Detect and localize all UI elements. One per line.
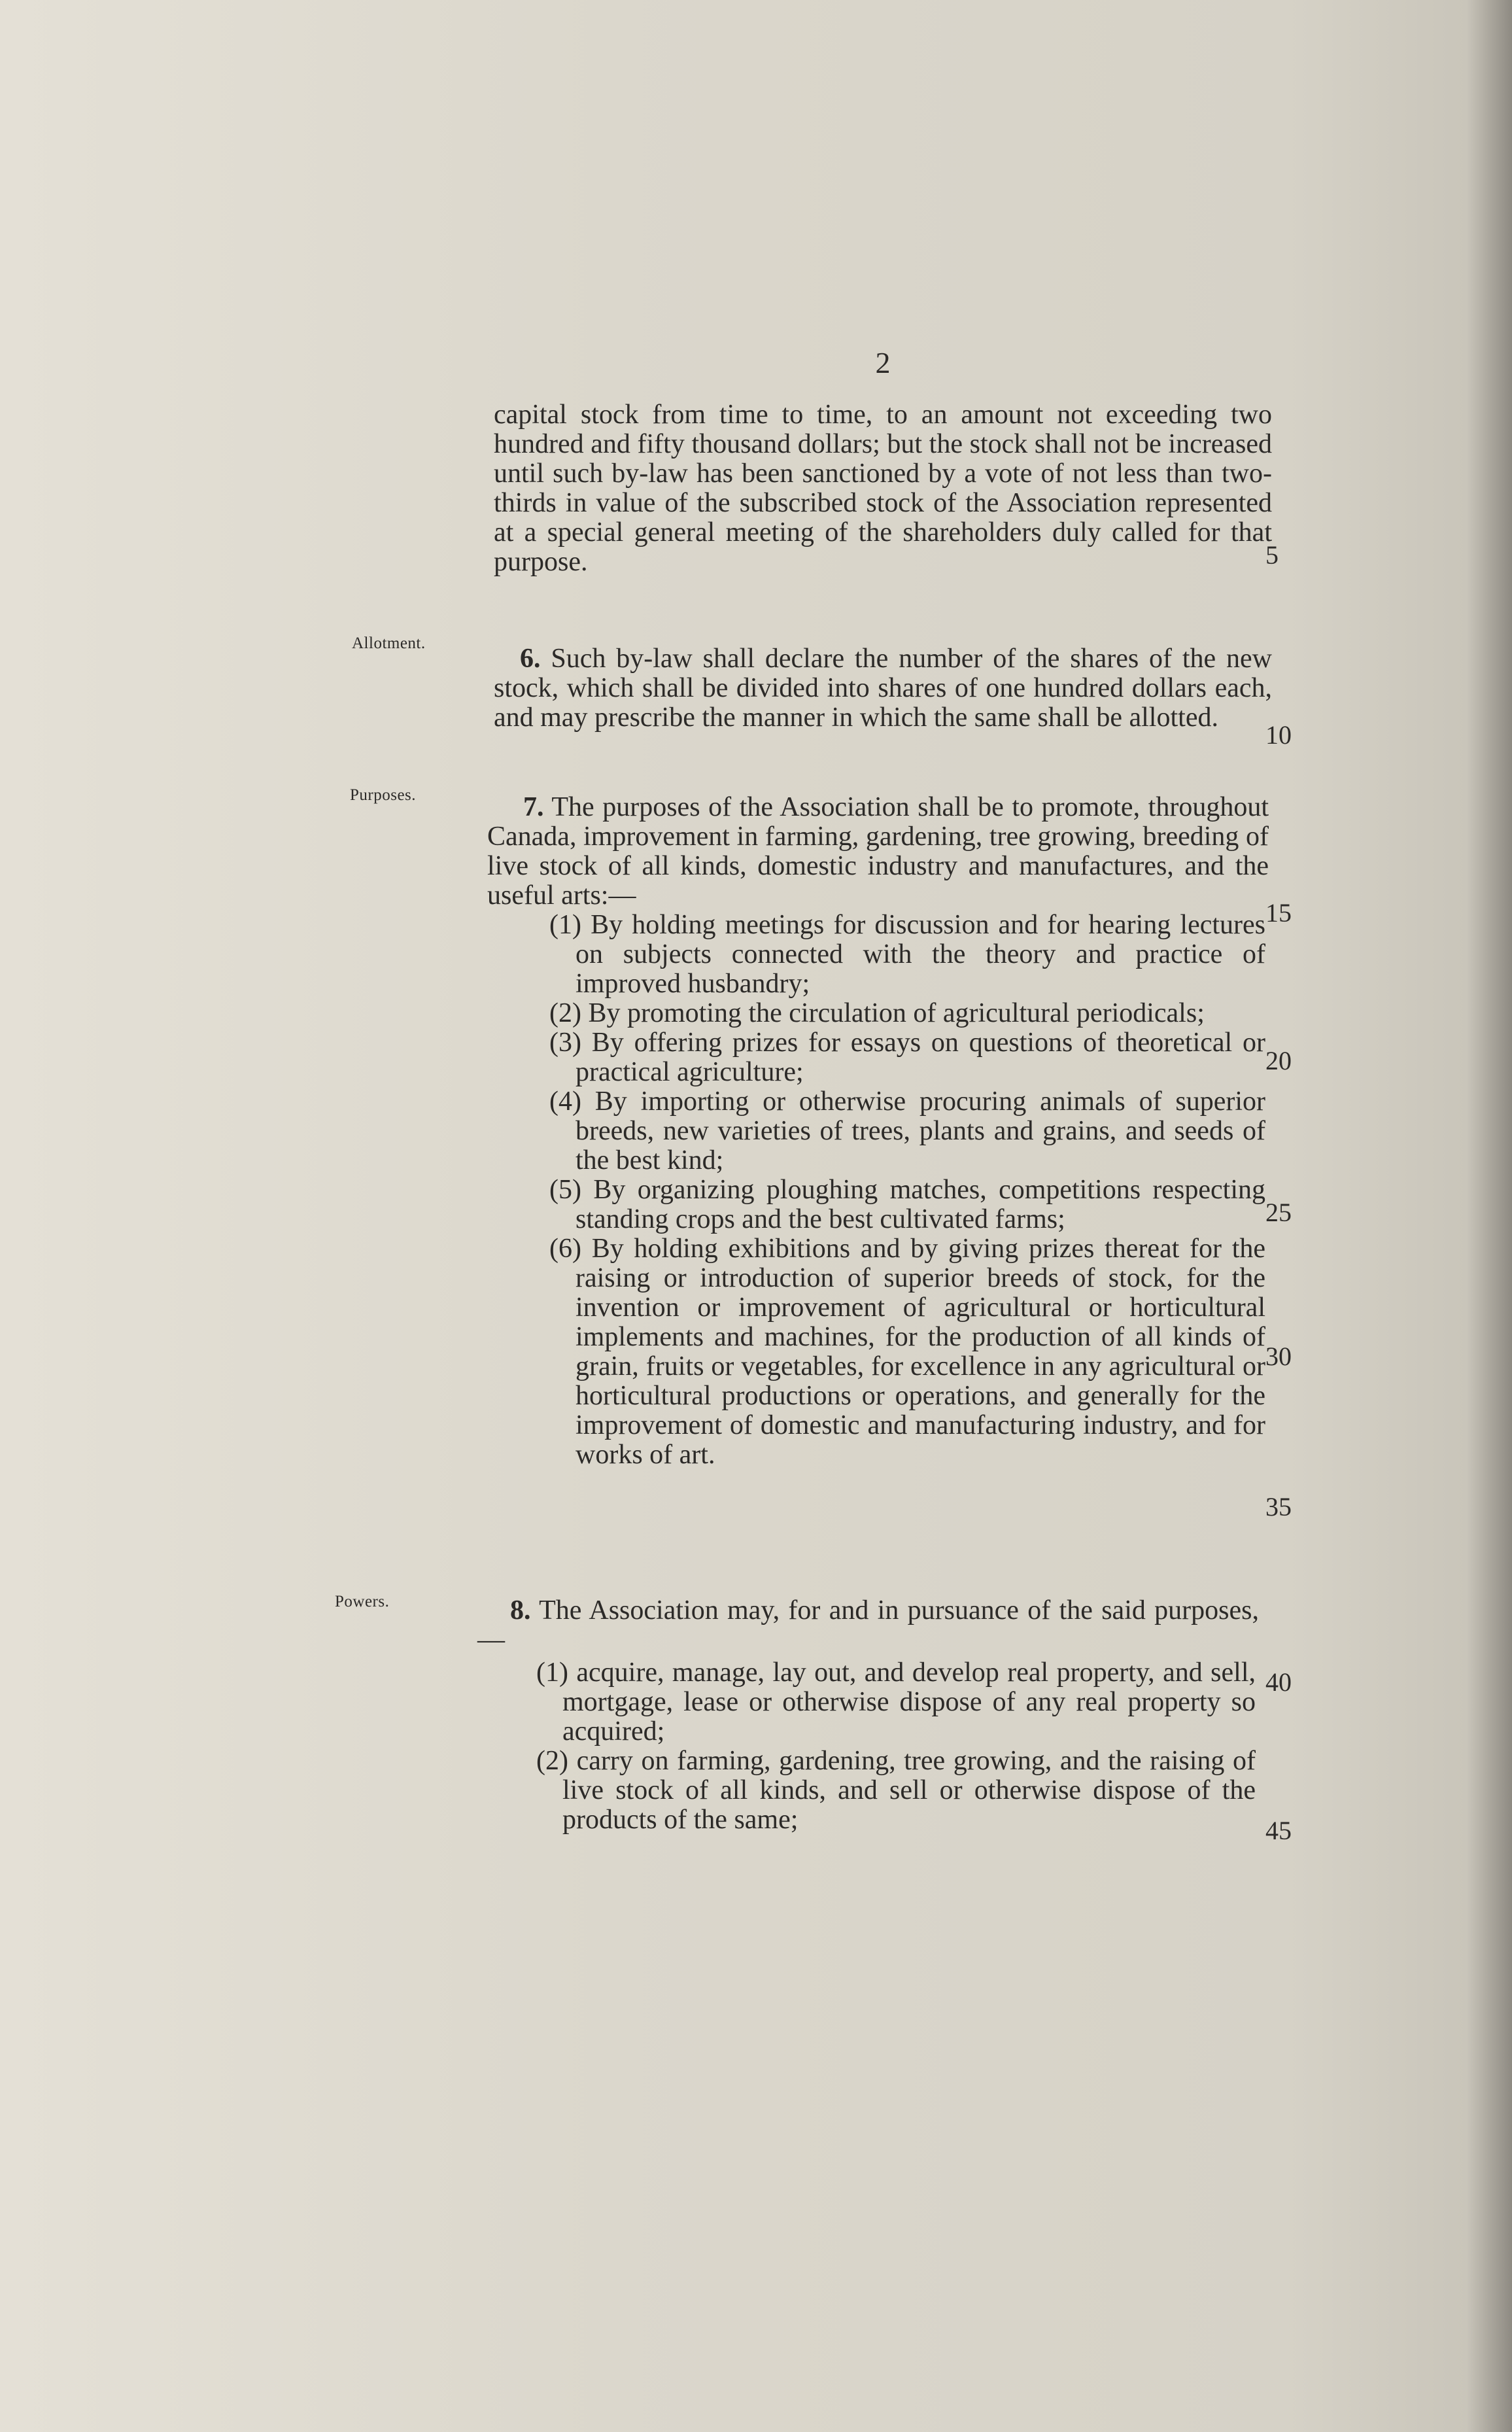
section-6-number: 6. [520, 644, 541, 674]
section-7-item-5: (5) By organizing ploughing matches, competitions respecting standing crops and the best cultivated farms; [549, 1175, 1265, 1234]
section-6-text: Such by-law shall declare the number of the shares of the new stock, which shall be divided into shares of one hundred dollars each, and may prescribe the manner in which the same shall be allotted. [494, 644, 1273, 733]
line-number-15: 15 [1265, 898, 1292, 928]
line-number-20: 20 [1265, 1046, 1292, 1075]
section-8 [477, 1596, 1259, 1655]
line-number-10: 10 [1265, 720, 1292, 750]
section-8-item-2: (2) carry on farming, gardening, tree growing, and the raising of live stock of all kinds, and sell or otherwise dispose of the products of the same; [536, 1746, 1256, 1835]
section-7-item-4: (4) By importing or otherwise procuring animals of superior breeds, new varieties of trees, plants and grains, and seeds of the best kind; [549, 1086, 1265, 1175]
section-7-number: 7. [523, 792, 544, 822]
margin-note-purposes: Purposes. [350, 786, 417, 804]
section-7-item-2: (2) By promoting the circulation of agricultural periodicals; [549, 998, 1205, 1028]
section-7-items [549, 911, 1265, 1470]
section-8-number: 8. [510, 1595, 531, 1625]
margin-note-powers: Powers. [335, 1593, 390, 1610]
section-7-intro-text: The purposes of the Association shall be to promote, throughout Canada, improvement in farming, gardening, tree growing, breeding of live stock of all kinds, domestic industry and manufactures, and the useful arts:— [487, 792, 1269, 911]
line-number-40: 40 [1265, 1667, 1292, 1697]
section-7-item-6: (6) By holding exhibitions and by giving prizes thereat for the raising or introduction of superior breeds of stock, for the invention or improvement of agricultural or horticultural implements and machines, for the production of all kinds of grain, fruits or vegetables, for excellence in any agricultural or horticultural productions or operations, and generally for the improvement of domestic and manufacturing industry, and for works of art. [549, 1234, 1265, 1470]
line-number-30: 30 [1265, 1342, 1292, 1371]
section-8-items [536, 1658, 1256, 1835]
continuation-paragraph [494, 400, 1272, 577]
line-number-25: 25 [1265, 1198, 1292, 1227]
section-7 [487, 793, 1269, 911]
section-6-paragraph [494, 644, 1272, 733]
section-7-item-3: (3) By offering prizes for essays on questions of theoretical or practical agriculture; [549, 1028, 1265, 1087]
section-8-intro [477, 1596, 1259, 1655]
section-7-intro [487, 793, 1269, 911]
line-number-35: 35 [1265, 1492, 1292, 1521]
page-number: 2 [875, 346, 891, 379]
section-7-item-1: (1) By holding meetings for discussion and for hearing lectures on subjects connected with the theory and practice of improved husbandry; [549, 910, 1265, 999]
margin-note-allotment: Allotment. [352, 634, 426, 652]
line-number-5: 5 [1265, 540, 1279, 570]
continuation-text: capital stock from time to time, to an amount not exceeding two hundred and fifty thousand dollars; but the stock shall not be increased until such by-law has been sanctioned by a vote of not less than two-thirds in value of the subscribed stock of the Association represented at a special general meeting of the shareholders duly called for that purpose. [494, 400, 1272, 577]
section-8-intro-text: The Association may, for and in pursuance of the said purposes,— [477, 1595, 1259, 1655]
section-6 [494, 644, 1272, 733]
section-8-item-1: (1) acquire, manage, lay out, and develop real property, and sell, mortgage, lease or otherwise dispose of any real property so acquired; [536, 1658, 1256, 1746]
line-number-45: 45 [1265, 1816, 1292, 1845]
